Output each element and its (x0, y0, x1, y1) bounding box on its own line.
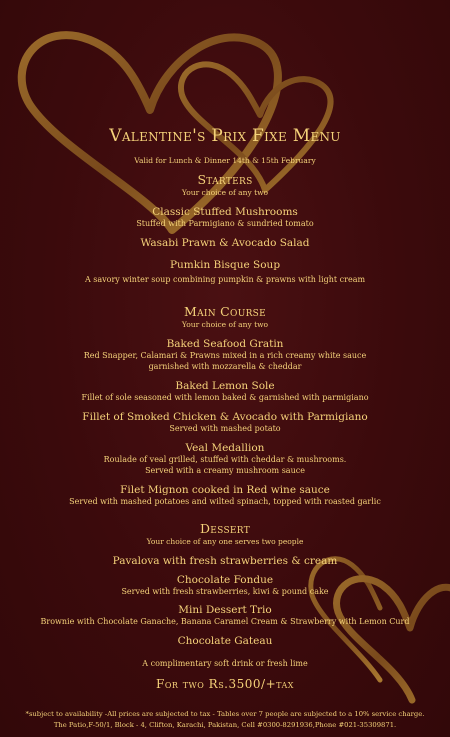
dish-name: Wasabi Prawn & Avocado Salad (140, 237, 310, 249)
dish-name: Filet Mignon cooked in Red wine sauce (120, 484, 330, 496)
footer-terms: *subject to availability -All prices are subjected to tax - Tables over 7 people are subjected to a 10% service charge. (25, 710, 425, 718)
dish-description: Served with fresh strawberries, kiwi & pound cake (121, 587, 329, 596)
dish-name: Chocolate Fondue (176, 574, 274, 586)
dish-name: Veal Medallion (185, 442, 265, 454)
dessert-heading: Dessert (199, 521, 251, 536)
complimentary-note: A complimentary soft drink or fresh lime (142, 659, 308, 668)
price: For two Rs.3500/+tax (156, 677, 294, 691)
starters-note: Your choice of any two (181, 188, 269, 197)
dish-name: Classic Stuffed Mushrooms (152, 206, 298, 218)
menu-subtitle: Valid for Lunch & Dinner 14th & 15th February (134, 156, 316, 165)
main-course-note: Your choice of any two (181, 320, 269, 329)
footer-address: The Patio,F-50/1, Block - 4, Clifton, Karachi, Pakistan, Cell #0300-8291936,Phone #021-35309871. (53, 721, 397, 729)
dish-name: Pumkin Bisque Soup (169, 259, 281, 271)
main-course-heading: Main Course (183, 304, 267, 319)
dish-name: Fillet of Smoked Chicken & Avocado with Parmigiano (82, 411, 368, 423)
dish-description: Brownie with Chocolate Ganache, Banana Caramel Cream & Strawberry with Lemon Curd (40, 617, 410, 626)
dish-description: A savory winter soup combining pumpkin & prawns with light cream (84, 275, 366, 284)
dish-description: Roulade of veal grilled, stuffed with cheddar & mushrooms. (103, 455, 347, 464)
dish-description: Served with a creamy mushroom sauce (145, 466, 305, 475)
dish-description: Fillet of sole seasoned with lemon baked & garnished with parmigiano (81, 393, 369, 402)
dessert-note: Your choice of any one serves two people (146, 537, 304, 546)
starters-heading: Starters (197, 172, 253, 187)
dish-description: Served with mashed potato (169, 424, 281, 433)
menu-title: Valentine's Prix Fixe Menu (109, 126, 341, 146)
dish-name: Baked Lemon Sole (175, 380, 275, 392)
dish-name: Chocolate Gateau (177, 635, 273, 647)
dish-description: Red Snapper, Calamari & Prawns mixed in a rich creamy white sauce (83, 351, 367, 360)
dish-name: Mini Dessert Trio (178, 604, 272, 616)
dish-description: garnished with mozzarella & cheddar (148, 362, 302, 371)
dish-name: Baked Seafood Gratin (166, 338, 284, 350)
dish-description: Stuffed with Parmigiano & sundried tomato (136, 219, 314, 228)
dish-description: Served with mashed potatoes and wilted spinach, topped with roasted garlic (69, 497, 381, 506)
dish-name: Pavalova with fresh strawberries & cream (112, 555, 338, 567)
